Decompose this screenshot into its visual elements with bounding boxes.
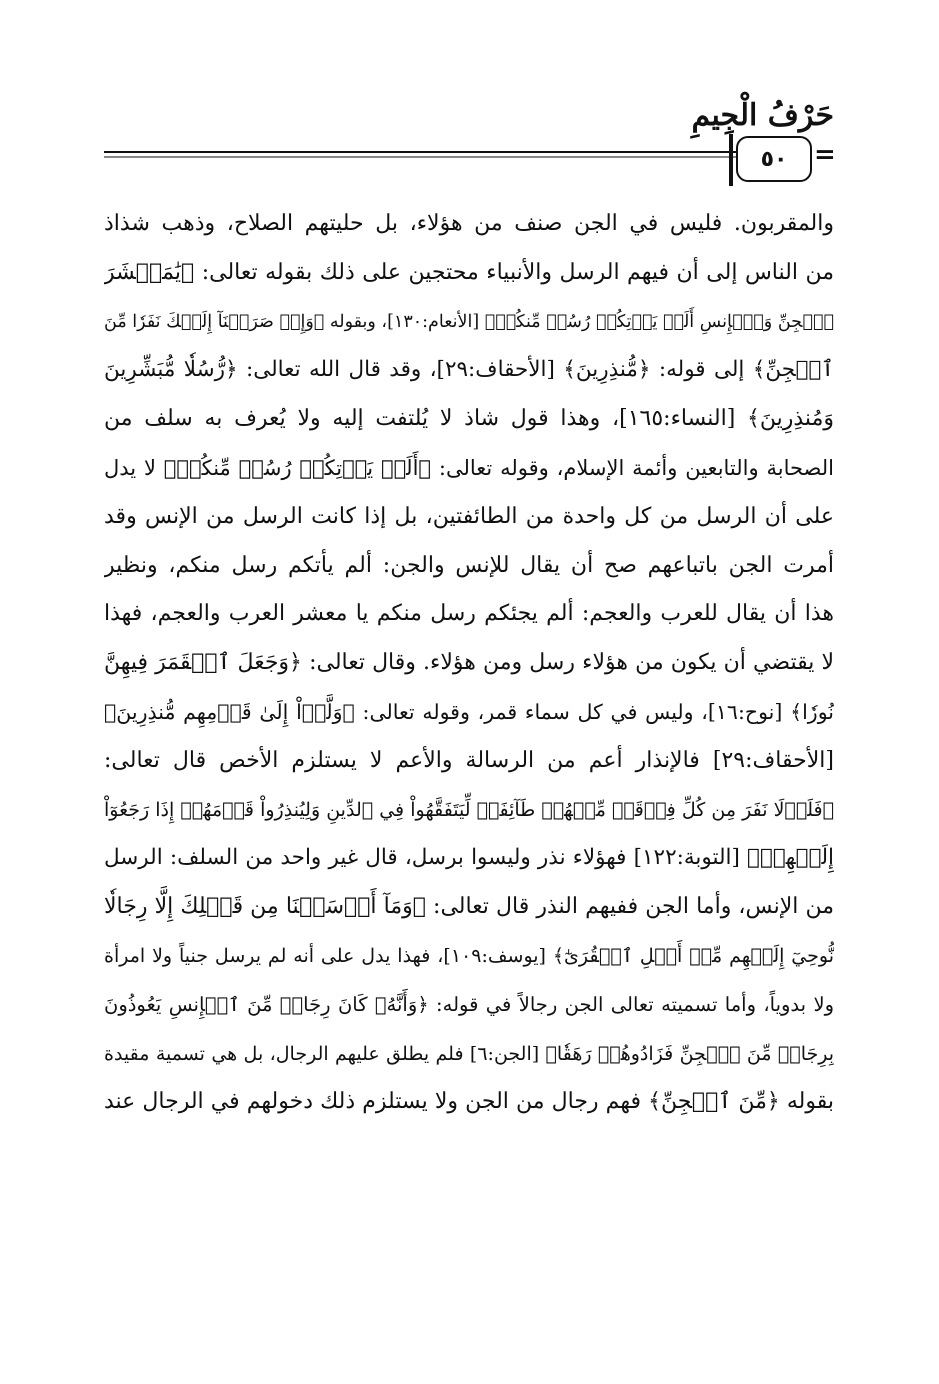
text-line: [الأحقاف:٢٩] فالإنذار أعم من الرسالة والأعم لا يستلزم الأخص قال تعالى: — [104, 747, 834, 773]
text-line: هذا أن يقال للعرب والعجم: ألم يجئكم رسل منكم يا معشر العرب والعجم، فهذا — [104, 601, 834, 627]
text-line: ٱلۡجِنِّ﴾ إلى قوله: ﴿مُّنذِرِينَ﴾ [الأحقاف:٢٩]، وقد قال الله تعالى: ﴿رُّسُلٗا مُّبَشِّرِينَ — [104, 357, 834, 383]
text-line: ٱلۡجِنِّ وَٱلۡإِنسِ أَلَمۡ يَأۡتِكُمۡ رُسُلٞ مِّنكُمۡ﴾ [الأنعام:١٣٠]، وبقوله ﴿وَإِذۡ صَرَفۡنَآ إِلَيۡكَ نَفَرٗا مِّنَ — [104, 311, 834, 332]
page-number: ٥٠ — [760, 146, 788, 172]
text-line: بِرِجَالٖ مِّنَ ٱلۡجِنِّ فَزَادُوهُمۡ رَهَقٗا﴾ [الجن:٦] فلم يطلق عليهم الرجال، بل هي تسمية مقيدة — [104, 1042, 834, 1065]
text-line: لا يقتضي أن يكون من هؤلاء رسل ومن هؤلاء. وقال تعالى: ﴿وَجَعَلَ ٱلۡقَمَرَ فِيهِنَّ — [104, 650, 834, 676]
text-line: على أن الرسل من كل واحدة من الطائفتين، بل إذا كانت الرسل من الإنس وقد — [104, 503, 834, 529]
text-line: الصحابة والتابعين وأئمة الإسلام، وقوله تعالى: ﴿أَلَمۡ يَأۡتِكُمۡ رُسُلٞ مِّنكُمۡ﴾ لا يدل — [104, 455, 834, 480]
text-line: ﴿فَلَوۡلَا نَفَرَ مِن كُلِّ فِرۡقَةٖ مِّنۡهُمۡ طَآئِفَةٞ لِّيَتَفَقَّهُواْ فِي ٱلدِّينِ وَلِيُنذِرُواْ قَوۡمَهُمۡ إِذَا رَجَعُوٓاْ — [104, 798, 834, 821]
body-text — [104, 200, 834, 1127]
text-line: بقوله ﴿مِّنَ ٱلۡجِنِّ﴾ فهم رجال من الجن ولا يستلزم ذلك دخولهم في الرجال عند — [104, 1089, 834, 1115]
page-number-box — [736, 136, 812, 182]
text-line: من الناس إلى أن فيهم الرسل والأنبياء محتجين على ذلك بقوله تعالى: ﴿يَٰمَعۡشَرَ — [104, 259, 834, 285]
text-line: إِلَيۡهِمۡ﴾ [التوبة:١٢٢] فهؤلاء نذر وليسوا برسل، قال غير واحد من السلف: الرسل — [104, 845, 834, 871]
header-ornament: = — [814, 140, 836, 170]
chapter-title: حَرْفُ الْجِيمِ — [691, 98, 834, 133]
text-line: أمرت الجن باتباعهم صح أن يقال للإنس والجن: ألم يأتكم رسل منكم، ونظير — [104, 552, 834, 578]
text-line: ولا بدوياً، وأما تسميته تعالى الجن رجالاً في قوله: ﴿وَأَنَّهُۥ كَانَ رِجَالٞ مِّنَ ٱلۡإِنسِ يَعُوذُونَ — [104, 992, 834, 1016]
text-line: من الإنس، وأما الجن ففيهم النذر قال تعالى: ﴿وَمَآ أَرۡسَلۡنَا مِن قَبۡلِكَ إِلَّا رِجَالٗا — [104, 894, 834, 920]
text-line: نُورٗا﴾ [نوح:١٦]، وليس في كل سماء قمر، وقوله تعالى: ﴿وَلَّوۡاْ إِلَىٰ قَوۡمِهِم مُّنذِرِينَ﴾ — [104, 699, 834, 724]
text-line: نُّوحِيٓ إِلَيۡهِم مِّنۡ أَهۡلِ ٱلۡقُرَىٰٓ﴾ [يوسف:١٠٩]، فهذا يدل على أنه لم يرسل جنياً ولا امرأة — [104, 944, 834, 967]
text-line: وَمُنذِرِينَ﴾ [النساء:١٦٥]، وهذا قول شاذ لا يُلتفت إليه ولا يُعرف به سلف من — [104, 406, 834, 432]
text-line: والمقربون. فليس في الجن صنف من هؤلاء، بل حليتهم الصلاح، وذهب شذاذ — [104, 211, 834, 236]
page-header — [0, 0, 939, 190]
